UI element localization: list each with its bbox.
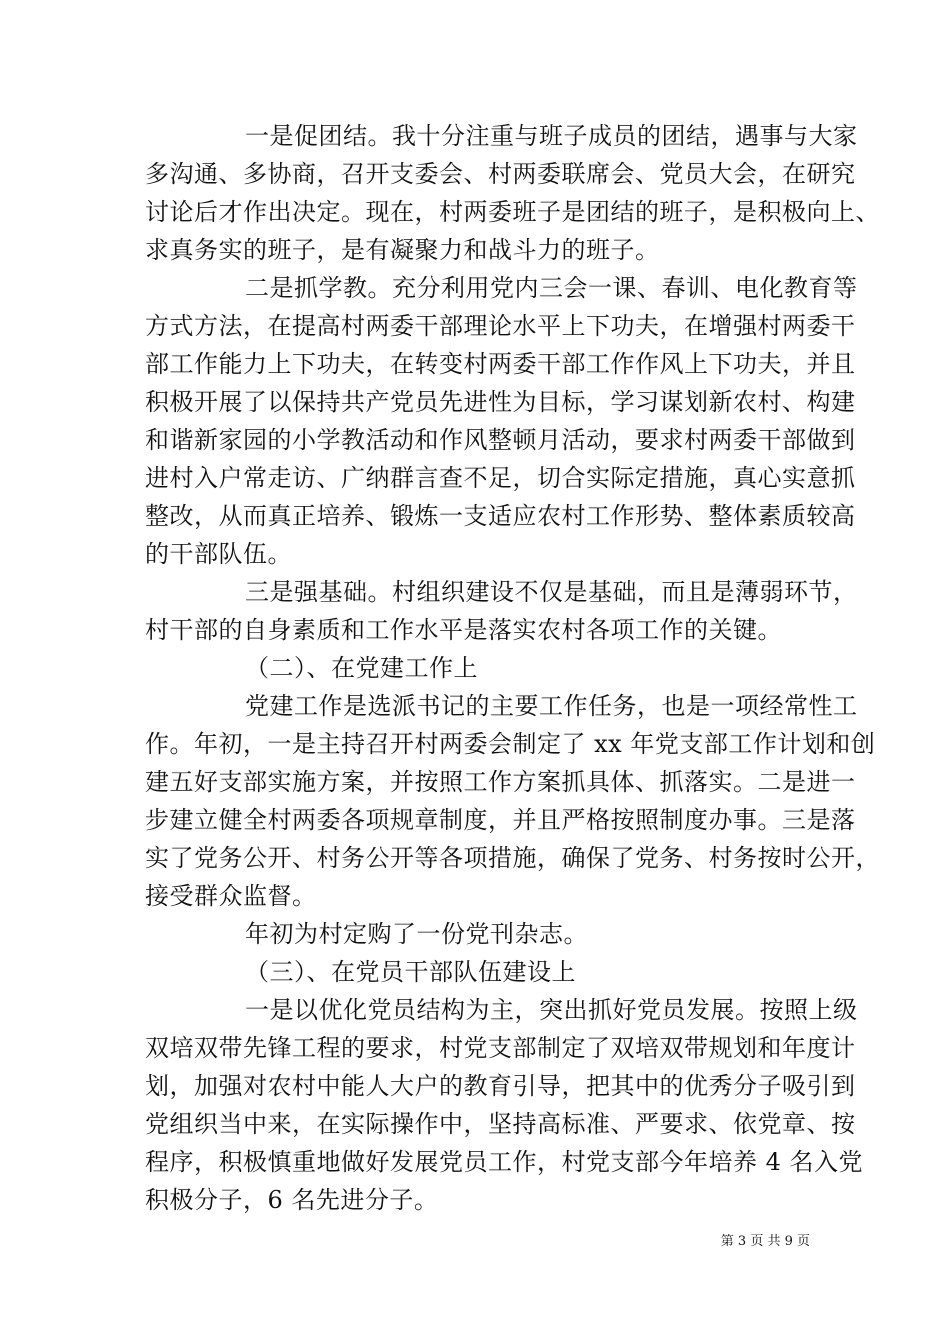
paragraph-line: 整改，从而真正培养、锻炼一支适应农村工作形势、整体素质较高 [145, 502, 856, 530]
paragraph-line: 一是促团结。我十分注重与班子成员的团结，遇事与大家 [245, 122, 858, 150]
paragraph-line: 村干部的自身素质和工作水平是落实农村各项工作的关键。 [145, 616, 782, 644]
paragraph-line: 划，加强对农村中能人大户的教育引导，把其中的优秀分子吸引到 [145, 1072, 856, 1100]
paragraph-line: 多沟通、多协商，召开支委会、村两委联席会、党员大会，在研究 [145, 160, 856, 188]
paragraph-line: 讨论后才作出决定。现在，村两委班子是团结的班子，是积极向上、 [145, 198, 880, 226]
paragraph-line: 二是抓学教。充分利用党内三会一课、春训、电化教育等 [245, 274, 858, 302]
paragraph-line: 和谐新家园的小学教活动和作风整顿月活动，要求村两委干部做到 [145, 426, 856, 454]
paragraph-line: 积极分子，6 名先进分子。 [145, 1186, 439, 1214]
paragraph-line: 党建工作是选派书记的主要工作任务，也是一项经常性工 [245, 692, 858, 720]
paragraph-line: 接受群众监督。 [145, 882, 317, 910]
paragraph-line: 方式方法，在提高村两委干部理论水平上下功夫，在增强村两委干 [145, 312, 856, 340]
paragraph-line: 作。年初，一是主持召开村两委会制定了 xx 年党支部工作计划和创 [145, 730, 876, 758]
paragraph-line: 的干部队伍。 [145, 540, 292, 568]
paragraph-line: 积极开展了以保持共产党员先进性为目标，学习谋划新农村、构建 [145, 388, 856, 416]
paragraph-line: 三是强基础。村组织建设不仅是基础，而且是薄弱环节， [245, 578, 858, 606]
paragraph-line: 求真务实的班子，是有凝聚力和战斗力的班子。 [145, 236, 660, 264]
paragraph-line: 党组织当中来，在实际操作中，坚持高标准、严要求、依党章、按 [145, 1110, 856, 1138]
paragraph-line: 程序，积极慎重地做好发展党员工作，村党支部今年培养 4 名入党 [145, 1148, 864, 1176]
paragraph-line: 进村入户常走访、广纳群言查不足，切合实际定措施，真心实意抓 [145, 464, 856, 492]
paragraph-line: 部工作能力上下功夫，在转变村两委干部工作作风上下功夫，并且 [145, 350, 856, 378]
section-heading: （二）、在党建工作上 [245, 654, 478, 682]
section-heading: （三）、在党员干部队伍建设上 [245, 958, 576, 986]
paragraph-line: 建五好支部实施方案，并按照工作方案抓具体、抓落实。二是进一 [145, 768, 856, 796]
page-number: 第 3 页 共 9 页 [720, 1234, 810, 1249]
paragraph-line: 双培双带先锋工程的要求，村党支部制定了双培双带规划和年度计 [145, 1034, 856, 1062]
paragraph-line: 步建立健全村两委各项规章制度，并且严格按照制度办事。三是落 [145, 806, 856, 834]
paragraph-line: 一是以优化党员结构为主，突出抓好党员发展。按照上级 [245, 996, 858, 1024]
paragraph-line: 年初为村定购了一份党刊杂志。 [245, 920, 588, 948]
paragraph-line: 实了党务公开、村务公开等各项措施，确保了党务、村务按时公开， [145, 844, 880, 872]
